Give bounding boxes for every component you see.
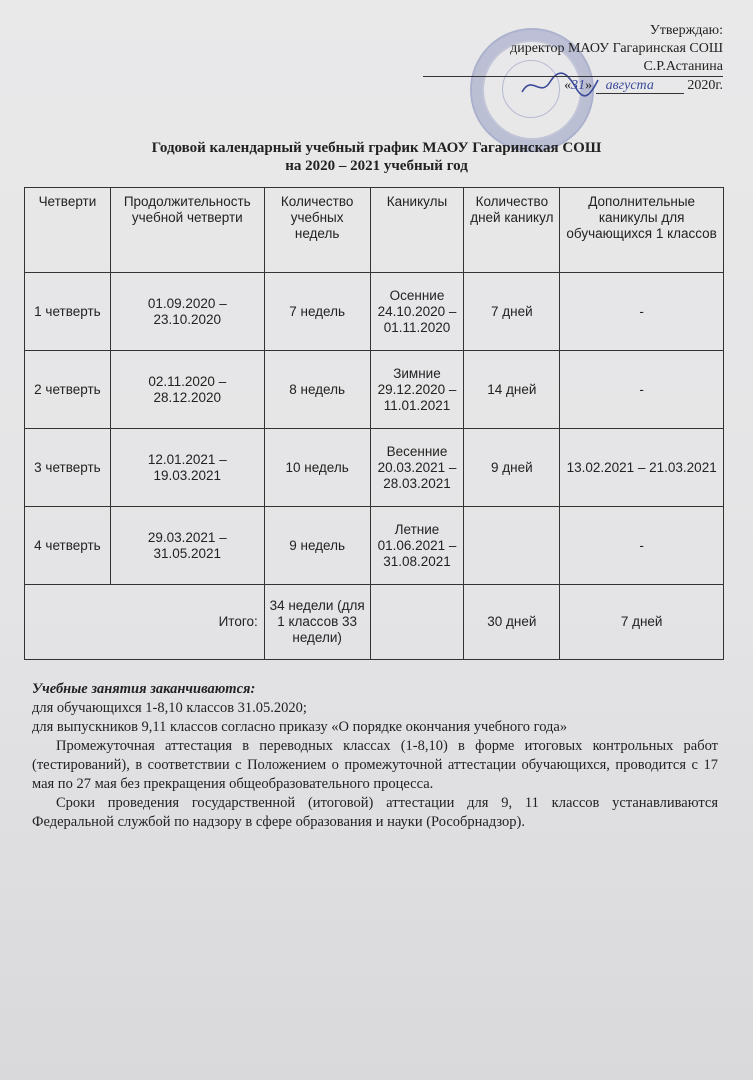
cell-duration: 12.01.2021 – 19.03.2021 bbox=[110, 429, 264, 507]
cell-duration: 02.11.2020 – 28.12.2020 bbox=[110, 351, 264, 429]
table-row bbox=[25, 429, 724, 507]
cell-extra: - bbox=[560, 351, 724, 429]
total-weeks: 34 недели (для 1 классов 33 недели) bbox=[264, 585, 370, 660]
interim-assessment-paragraph: Промежуточная аттестация в переводных классах (1-8,10) в форме итоговых контрольных работ (тестирований), в соответствии с Положением о промежуточной аттестации обучающихся, проводится с 17 мая по 27 мая без прекращения общеобразовательного процесса. bbox=[32, 738, 718, 792]
cell-holidays: Весенние 20.03.2021 – 28.03.2021 bbox=[370, 429, 464, 507]
approval-name: С.Р.Астанина bbox=[423, 58, 723, 77]
header-holidays: Каникулы bbox=[370, 188, 464, 273]
document-title bbox=[0, 139, 753, 175]
cell-quarter: 1 четверть bbox=[25, 273, 111, 351]
cell-days: 14 дней bbox=[464, 351, 560, 429]
cell-duration: 01.09.2020 – 23.10.2020 bbox=[110, 273, 264, 351]
cell-quarter: 2 четверть bbox=[25, 351, 111, 429]
cell-extra: - bbox=[560, 507, 724, 585]
cell-extra: - bbox=[560, 273, 724, 351]
classes-end-heading: Учебные занятия заканчиваются: bbox=[32, 681, 256, 697]
header-extra-holidays: Дополнительные каникулы для обучающихся 1 классов bbox=[560, 188, 724, 273]
approval-date: «31» августа 2020г. bbox=[564, 78, 723, 93]
approval-block bbox=[423, 22, 723, 95]
total-holidays bbox=[370, 585, 464, 660]
cell-weeks: 8 недель bbox=[264, 351, 370, 429]
cell-holidays: Зимние 29.12.2020 – 11.01.2021 bbox=[370, 351, 464, 429]
header-quarters: Четверти bbox=[25, 188, 111, 273]
header-holiday-days: Количество дней каникул bbox=[464, 188, 560, 273]
cell-weeks: 9 недель bbox=[264, 507, 370, 585]
cell-holidays: Летние 01.06.2021 – 31.08.2021 bbox=[370, 507, 464, 585]
table-header-row bbox=[25, 188, 724, 273]
cell-extra: 13.02.2021 – 21.03.2021 bbox=[560, 429, 724, 507]
table-row bbox=[25, 507, 724, 585]
approval-date-day: 31 bbox=[571, 78, 586, 93]
approval-date-month: августа bbox=[596, 78, 684, 94]
header-weeks: Количество учебных недель bbox=[264, 188, 370, 273]
cell-weeks: 10 недель bbox=[264, 429, 370, 507]
schedule-table bbox=[24, 187, 724, 660]
cell-quarter: 3 четверть bbox=[25, 429, 111, 507]
classes-end-line-2: для выпускников 9,11 классов согласно приказу «О порядке окончания учебного года» bbox=[32, 719, 568, 735]
header-duration: Продолжительность учебной четверти bbox=[110, 188, 264, 273]
table-row bbox=[25, 273, 724, 351]
cell-days bbox=[464, 507, 560, 585]
title-line-2: на 2020 – 2021 учебный год bbox=[285, 158, 468, 174]
approval-position: директор МАОУ Гагаринская СОШ bbox=[510, 41, 723, 56]
cell-quarter: 4 четверть bbox=[25, 507, 111, 585]
cell-duration: 29.03.2021 – 31.05.2021 bbox=[110, 507, 264, 585]
document-body bbox=[32, 680, 718, 832]
table-row bbox=[25, 351, 724, 429]
total-days: 30 дней bbox=[464, 585, 560, 660]
cell-days: 9 дней bbox=[464, 429, 560, 507]
cell-days: 7 дней bbox=[464, 273, 560, 351]
total-extra: 7 дней bbox=[560, 585, 724, 660]
classes-end-line-1: для обучающихся 1-8,10 классов 31.05.2020; bbox=[32, 700, 307, 716]
approval-heading: Утверждаю: bbox=[649, 23, 723, 38]
table-total-row bbox=[25, 585, 724, 660]
title-line-1: Годовой календарный учебный график МАОУ Гагаринская СОШ bbox=[151, 140, 602, 156]
cell-weeks: 7 недель bbox=[264, 273, 370, 351]
cell-holidays: Осенние 24.10.2020 – 01.11.2020 bbox=[370, 273, 464, 351]
total-label: Итого: bbox=[25, 585, 265, 660]
state-assessment-paragraph: Сроки проведения государственной (итоговой) аттестации для 9, 11 классов устанавливаются Федеральной службой по надзору в сфере образования и науки (Рособрнадзор). bbox=[32, 795, 718, 830]
